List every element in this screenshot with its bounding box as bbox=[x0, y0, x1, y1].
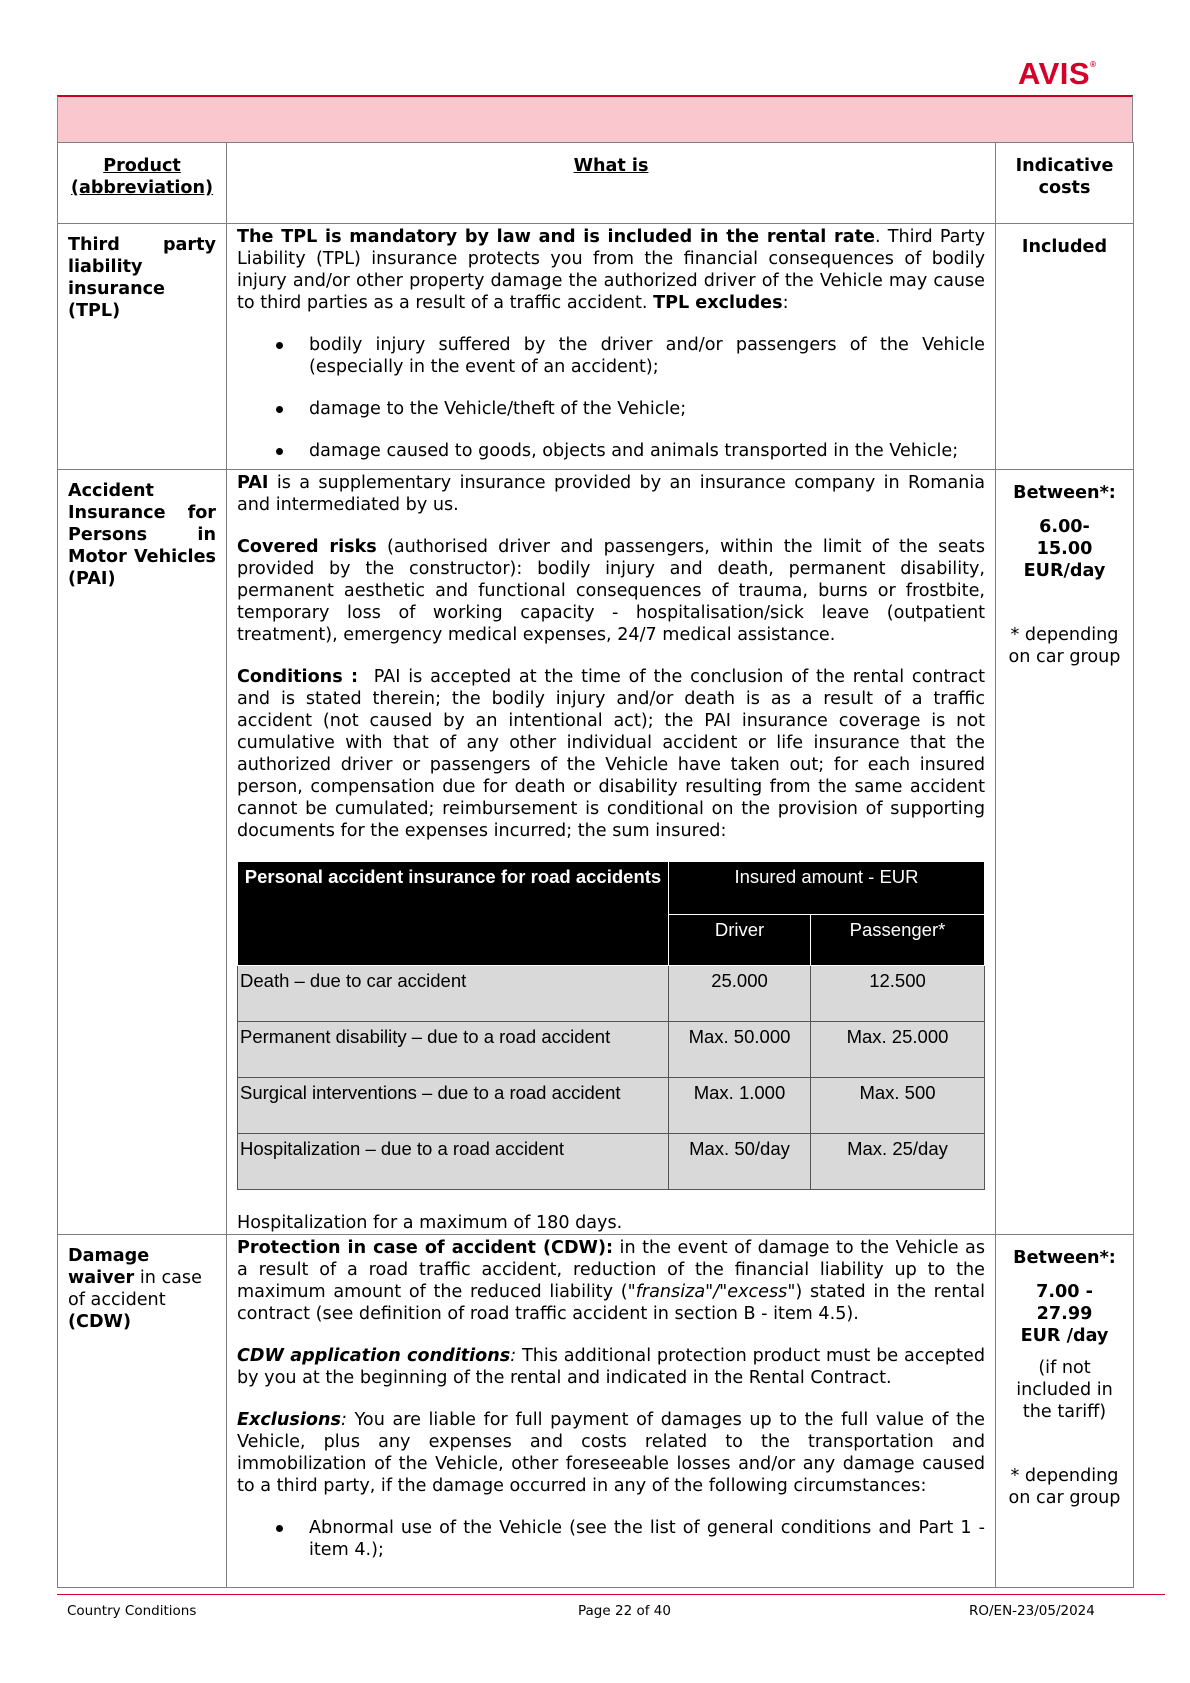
cover-label: Death – due to car accident bbox=[238, 966, 669, 1022]
sum-insured-header-driver: Driver bbox=[669, 915, 811, 966]
table-row bbox=[238, 1134, 985, 1190]
table-row bbox=[238, 966, 985, 1022]
products-table bbox=[57, 142, 1134, 1588]
driver-amount: Max. 50/day bbox=[669, 1134, 811, 1190]
header-product: Product (abbreviation) bbox=[58, 143, 227, 224]
driver-amount: 25.000 bbox=[669, 966, 811, 1022]
header-what-is: What is bbox=[227, 143, 996, 224]
description-pai: PAI is a supplementary insurance provided by an insurance company in Romania and intermediated by us. Covered risks (authorised driver and passengers, within the limit of the seats provided by the constructor): bodily injury and death, permanent disability, permanent aesthetic and functional consequences of trauma, burns or frostbite, temporary loss of working capacity - hospitalisation/sick leave (outpatient treatment), emergency medical expenses, 24/7 medical assistance. Conditions : PAI is accepted at the time of the conclusion of the rental contract and is stated therein; the bodily injury and/or death is as a result of a traffic accident (not caused by an intentional act); the PAI insurance coverage is not cumulative with that of any other individual accident or life insurance that the authorized driver or passengers of the Vehicle have taken out; for each insured person, compensation due for death or disability resulting from the same accident cannot be cumulated; reimbursement is conditional on the provision of supporting documents for the expenses incurred; the sum insured: Personal accident insurance for road accidents Insured amount - EUR Driver Passenger* Death – due to car accident 25.000 12.500 Permanent disability – due to a road accident Max. 50.000 Max. 25.000 Surgical interventions – due to a road accident Max. 1.000 Max. 500 Hospitalization – due to a road accident Max. 50/day Max. 25/day Hospitalization for a maximum of 180 days. bbox=[227, 470, 996, 1235]
product-tpl: Third party liability insurance (TPL) bbox=[58, 224, 227, 470]
list-item: damage caused to goods, objects and animals transported in the Vehicle; bbox=[237, 440, 985, 462]
table-row-pai bbox=[58, 470, 1134, 1235]
table-row bbox=[238, 1022, 985, 1078]
sum-insured-header-amount: Insured amount - EUR bbox=[669, 862, 985, 915]
section-title-bar bbox=[57, 95, 1133, 143]
cost-tpl: Included bbox=[996, 224, 1134, 470]
driver-amount: Max. 50.000 bbox=[669, 1022, 811, 1078]
table-row-tpl bbox=[58, 224, 1134, 470]
hospitalization-note: Hospitalization for a maximum of 180 days. bbox=[237, 1213, 623, 1233]
footer-page-number: Page 22 of 40 bbox=[578, 1603, 671, 1619]
cover-label: Hospitalization – due to a road accident bbox=[238, 1134, 669, 1190]
cost-pai: Between*: 6.00-15.00 EUR/day * depending on car group bbox=[996, 470, 1134, 1235]
table-header-row bbox=[58, 143, 1134, 224]
passenger-amount: Max. 25/day bbox=[811, 1134, 985, 1190]
list-item: bodily injury suffered by the driver and/or passengers of the Vehicle (especially in the event of an accident); bbox=[237, 334, 985, 378]
cost-cdw: Between*: 7.00 - 27.99 EUR /day (if not included in the tariff) * depending on car group bbox=[996, 1235, 1134, 1588]
passenger-amount: 12.500 bbox=[811, 966, 985, 1022]
description-tpl: The TPL is mandatory by law and is included in the rental rate. Third Party Liability (TPL) insurance protects you from the financial consequences of bodily injury and/or other property damage the authorized driver of the Vehicle may cause to third parties as a result of a traffic accident. TPL excludes: bodily injury suffered by the driver and/or passengers of the Vehicle (especially in the event of an accident); damage to the Vehicle/theft of the Vehicle; damage caused to goods, objects and animals transported in the Vehicle; bbox=[227, 224, 996, 470]
avis-logo: AVIS® bbox=[1018, 56, 1097, 91]
product-pai: Accident Insurance for Persons in Motor Vehicles (PAI) bbox=[58, 470, 227, 1235]
passenger-amount: Max. 25.000 bbox=[811, 1022, 985, 1078]
footer-reference: RO/EN-23/05/2024 bbox=[969, 1603, 1095, 1619]
table-row bbox=[238, 1078, 985, 1134]
product-cdw: Damage waiver in case of accident (CDW) bbox=[58, 1235, 227, 1588]
cover-label: Permanent disability – due to a road accident bbox=[238, 1022, 669, 1078]
header-indicative-costs: Indicative costs bbox=[996, 143, 1134, 224]
description-cdw: Protection in case of accident (CDW): in the event of damage to the Vehicle as a result of a road traffic accident, reduction of the financial liability up to the maximum amount of the reduced liability ("fransiza"/"excess") stated in the rental contract (see definition of road traffic accident in section B - item 4.5). CDW application conditions: This additional protection product must be accepted by you at the beginning of the rental and indicated in the Rental Contract. Exclusions: You are liable for full payment of damages up to the full value of the Vehicle, plus any expenses and costs related to the transportation and immobilization of the Vehicle, other foreseeable losses and/or any damage caused to a third party, if the damage occurred in any of the following circumstances: Abnormal use of the Vehicle (see the list of general conditions and Part 1 - item 4.); bbox=[227, 1235, 996, 1588]
table-row-cdw bbox=[58, 1235, 1134, 1588]
passenger-amount: Max. 500 bbox=[811, 1078, 985, 1134]
cover-label: Surgical interventions – due to a road accident bbox=[238, 1078, 669, 1134]
footer-divider bbox=[57, 1594, 1165, 1595]
sum-insured-header-passenger: Passenger* bbox=[811, 915, 985, 966]
footer-left: Country Conditions bbox=[67, 1603, 197, 1619]
sum-insured-table bbox=[237, 861, 985, 1190]
list-item: Abnormal use of the Vehicle (see the list of general conditions and Part 1 - item 4.); bbox=[237, 1517, 985, 1561]
sum-insured-header-cover: Personal accident insurance for road accidents bbox=[238, 862, 669, 966]
list-item: damage to the Vehicle/theft of the Vehicle; bbox=[237, 398, 985, 420]
driver-amount: Max. 1.000 bbox=[669, 1078, 811, 1134]
